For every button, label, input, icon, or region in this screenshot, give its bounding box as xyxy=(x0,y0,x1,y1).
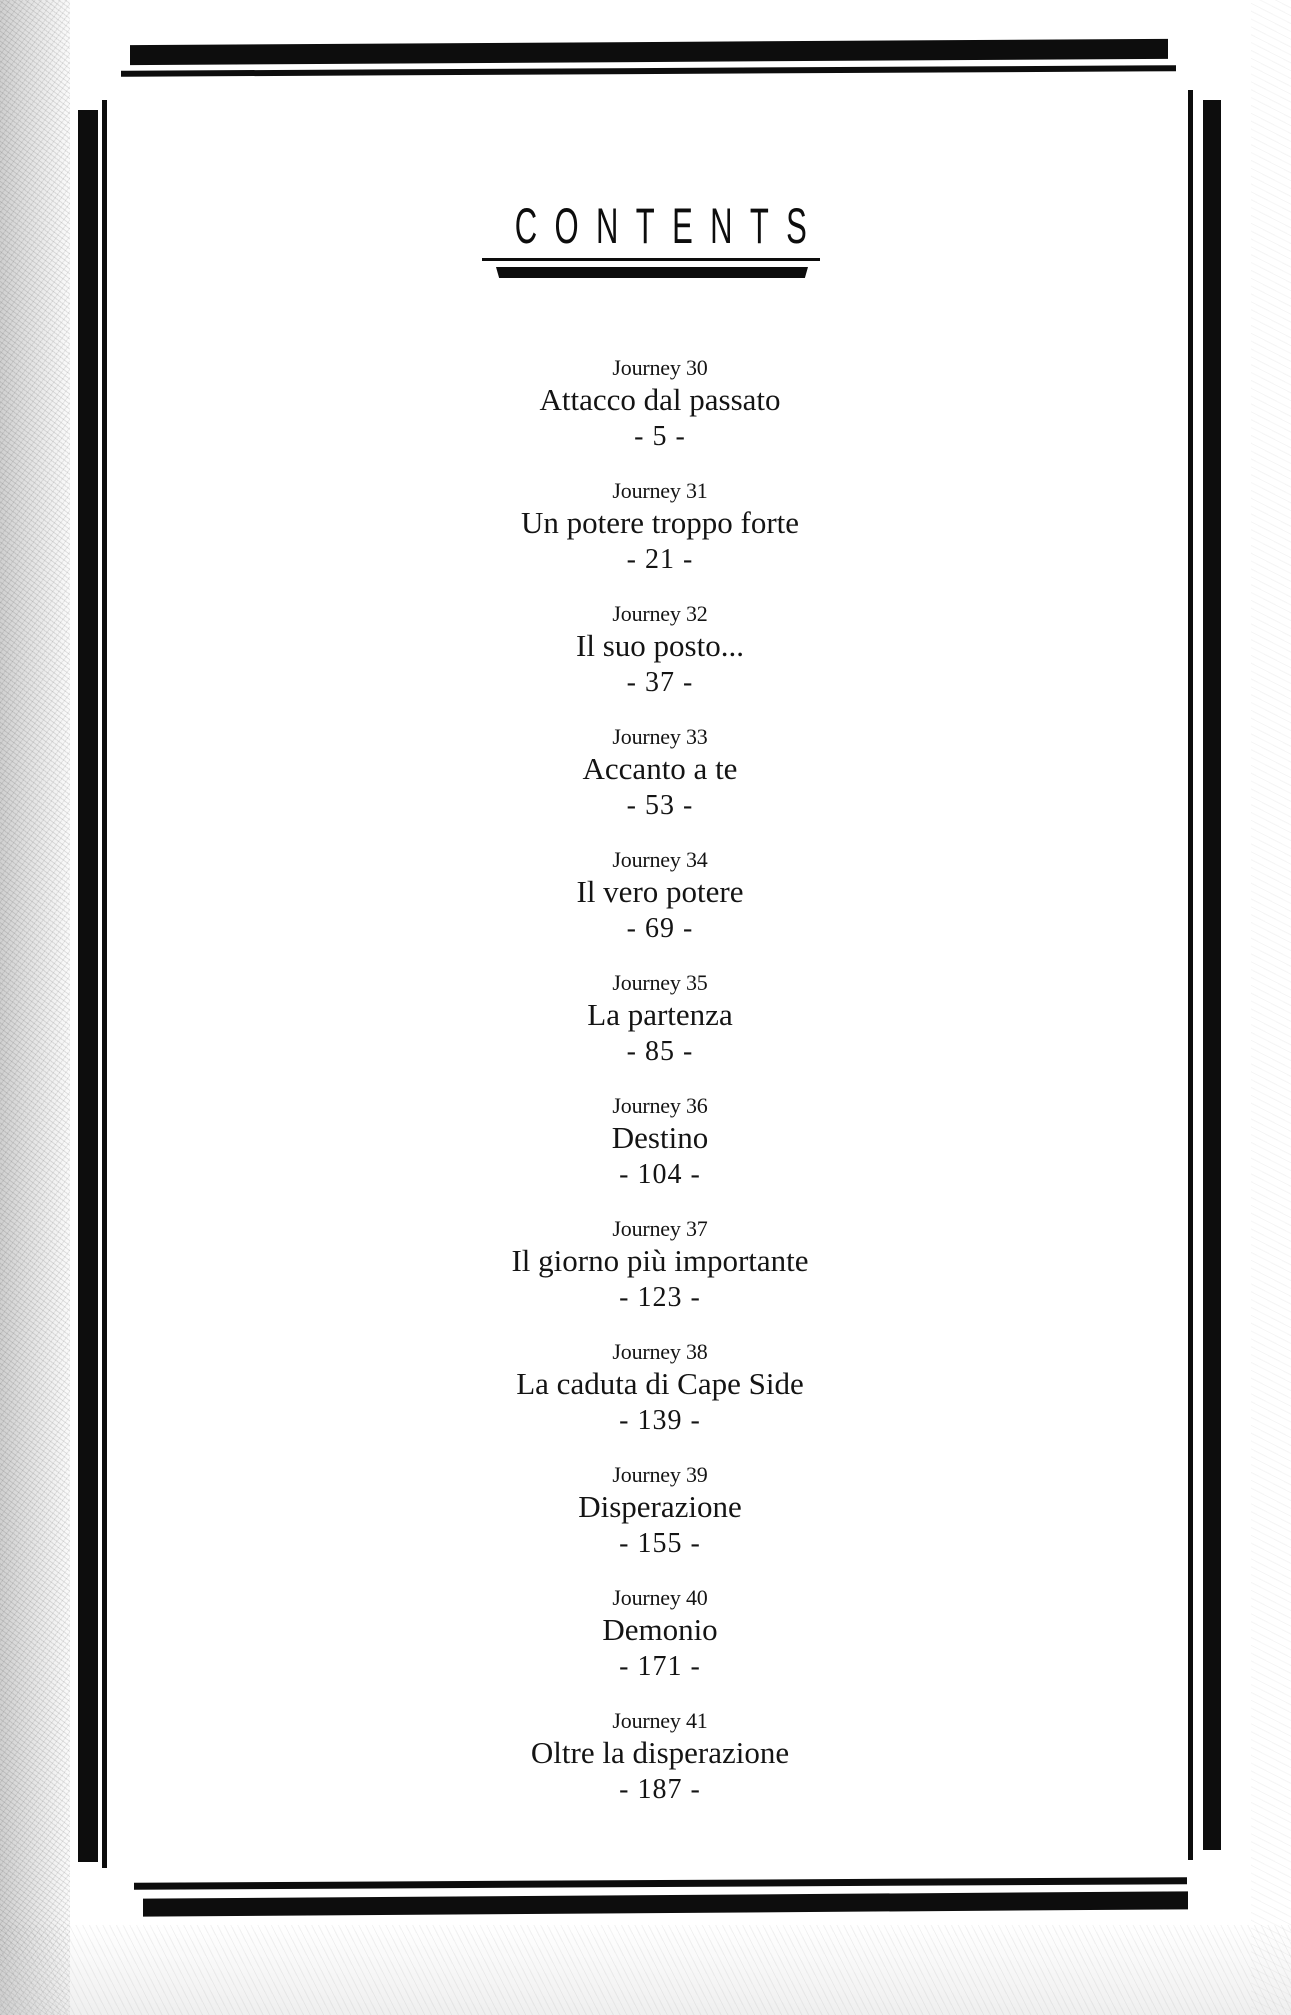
chapter-page-number: - 104 - xyxy=(619,1159,701,1190)
chapter-page-number: - 5 - xyxy=(634,421,686,452)
chapter-page-number: - 37 - xyxy=(626,667,694,698)
chapter-label: Journey 38 xyxy=(612,1339,708,1364)
chapter-title: La partenza xyxy=(587,997,733,1032)
toc-entry[interactable] xyxy=(300,724,1020,847)
chapter-title: Il giorno più importante xyxy=(511,1243,809,1278)
chapter-label: Journey 33 xyxy=(612,724,708,749)
scan-noise-right xyxy=(1251,0,1291,2015)
chapter-page-number: - 139 - xyxy=(619,1405,701,1436)
chapter-label: Journey 39 xyxy=(612,1462,708,1487)
chapter-page-number: - 155 - xyxy=(619,1528,701,1559)
chapter-title: Demonio xyxy=(602,1612,718,1647)
chapter-label: Journey 40 xyxy=(612,1585,708,1610)
toc-entry[interactable] xyxy=(300,970,1020,1093)
chapter-title: Il vero potere xyxy=(576,874,744,909)
toc-entry[interactable] xyxy=(300,1216,1020,1339)
chapter-page-number: - 187 - xyxy=(619,1774,701,1805)
chapter-label: Journey 32 xyxy=(612,601,708,626)
toc-entry[interactable] xyxy=(300,1093,1020,1216)
toc-entry[interactable] xyxy=(300,601,1020,724)
chapter-label: Journey 35 xyxy=(612,970,708,995)
frame-top-thin-rule xyxy=(121,65,1176,77)
page-heading xyxy=(0,196,1291,256)
chapter-title: Il suo posto... xyxy=(576,628,744,663)
chapter-page-number: - 53 - xyxy=(626,790,694,821)
chapter-page-number: - 69 - xyxy=(626,913,694,944)
chapter-label: Journey 41 xyxy=(612,1708,708,1733)
frame-bottom-thick-rule xyxy=(143,1891,1188,1916)
chapter-label: Journey 34 xyxy=(612,847,708,872)
chapter-title: Accanto a te xyxy=(582,751,738,786)
toc-entry[interactable] xyxy=(300,1708,1020,1831)
title-underline-thin xyxy=(482,258,820,261)
frame-right-thin-rule xyxy=(1188,90,1193,1860)
frame-left-thin-rule xyxy=(102,100,107,1868)
chapter-title: Destino xyxy=(611,1120,709,1155)
chapter-label: Journey 30 xyxy=(612,355,708,380)
frame-top-thick-rule xyxy=(130,39,1168,65)
chapter-page-number: - 171 - xyxy=(619,1651,701,1682)
toc-entry[interactable] xyxy=(300,478,1020,601)
toc-entry[interactable] xyxy=(300,1462,1020,1585)
chapter-page-number: - 85 - xyxy=(626,1036,694,1067)
toc-list xyxy=(300,355,1020,1831)
page-title: CONTENTS xyxy=(514,198,824,254)
chapter-label: Journey 36 xyxy=(612,1093,708,1118)
scan-noise-left xyxy=(0,0,70,2015)
toc-entry[interactable] xyxy=(300,355,1020,478)
chapter-label: Journey 37 xyxy=(612,1216,708,1241)
chapter-title: Oltre la disperazione xyxy=(530,1735,790,1770)
frame-right-thick-rule xyxy=(1203,100,1221,1850)
scan-noise-bottom xyxy=(0,1925,1291,2015)
chapter-title: Un potere troppo forte xyxy=(520,505,800,540)
title-underline-thick xyxy=(496,267,808,278)
chapter-label: Journey 31 xyxy=(612,478,708,503)
chapter-title: La caduta di Cape Side xyxy=(516,1366,804,1401)
chapter-page-number: - 123 - xyxy=(619,1282,701,1313)
toc-entry[interactable] xyxy=(300,1339,1020,1462)
toc-entry[interactable] xyxy=(300,1585,1020,1708)
chapter-page-number: - 21 - xyxy=(626,544,694,575)
frame-left-thick-rule xyxy=(78,110,98,1862)
chapter-title: Disperazione xyxy=(578,1489,742,1524)
toc-entry[interactable] xyxy=(300,847,1020,970)
chapter-title: Attacco dal passato xyxy=(539,382,781,417)
frame-bottom-thin-rule xyxy=(134,1877,1187,1890)
